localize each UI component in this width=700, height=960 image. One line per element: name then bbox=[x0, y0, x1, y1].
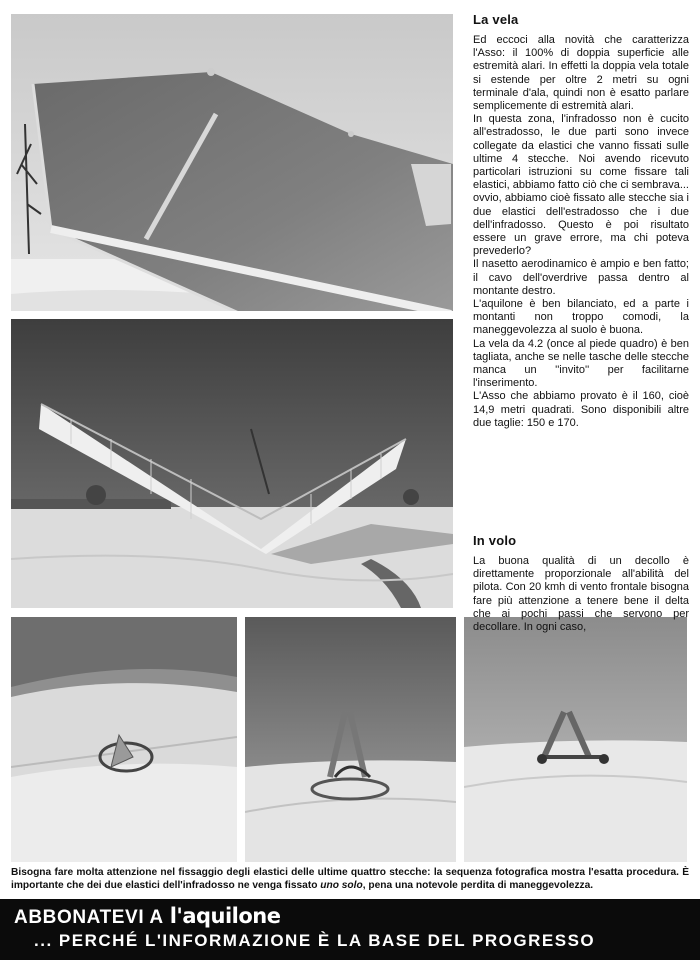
subscription-banner bbox=[0, 899, 700, 960]
vela-paragraph-3: Il nasetto aerodinamico è ampio e ben fatto; il cavo dell'overdrive passa dentro al montante destro. bbox=[473, 258, 689, 297]
photo-wing-tip bbox=[11, 14, 453, 311]
vela-paragraph-6: L'Asso che abbiamo provato è il 160, cioè 14,9 metri quadrati. Sono disponibili altre due taglie: 150 e 170. bbox=[473, 390, 689, 429]
banner-subscribe-text: ABBONATEVI A bbox=[14, 907, 164, 928]
heading-vela: La vela bbox=[473, 12, 519, 27]
volo-paragraph-1: La buona qualità di un decollo è direttamente proporzionale all'abilità del pilota. Con 20 kmh di vento frontale bisogna fare più attenzione a tenere bene il delta che ai pochi passi che servono per decollare. In ogni caso, bbox=[473, 555, 689, 634]
photo-glider-on-snow bbox=[11, 319, 453, 608]
section-volo bbox=[473, 533, 689, 634]
vela-paragraph-2: In questa zona, l'infradosso non è cucito all'estradosso, le due parti sono invece collegate da elastici che vanno fissati sulle ultime 4 stecche. Noi avendo ricevuto particolari istruzioni su come fissare tali elastici, abbiamo fatto ciò che ci sembrava... ovvio, abbiamo cioè fissato alle stecche sia i due elastici dell'estradosso che i due dell'infradosso. Questo è poi risultato essere un grave errore, ma chi poteva prevederlo? bbox=[473, 113, 689, 258]
banner-tagline: ... PERCHÉ L'INFORMAZIONE È LA BASE DEL PROGRESSO bbox=[34, 931, 596, 950]
photo-batten-step-2 bbox=[245, 617, 456, 862]
caption-part-2: , pena una notevole perdita di maneggevolezza. bbox=[362, 880, 594, 891]
vela-paragraph-5: La vela da 4.2 (once al piede quadro) è ben tagliata, anche se nelle tasche delle stecche manca un ''invito'' per facilitarne l'inserimento. bbox=[473, 337, 689, 390]
vela-paragraph-4: L'aquilone è ben bilanciato, ed a parte i montanti non troppo comodi, la maneggevolezza al suolo è buona. bbox=[473, 298, 689, 337]
section-vela bbox=[473, 12, 689, 430]
caption-emphasis: uno solo bbox=[320, 880, 363, 891]
banner-line-1 bbox=[14, 904, 281, 929]
heading-volo: In volo bbox=[473, 533, 517, 548]
vela-paragraph-1: Ed eccoci alla novità che caratterizza l'Asso: il 100% di doppia superficie alle estremità alari. In effetti la doppia vela totale si estende per oltre 2 metri su ogni terminale d'ala, quindi non è esatto parlare semplicemente di estremità alari. bbox=[473, 34, 689, 113]
banner-logo: l'aquilone bbox=[169, 904, 281, 928]
photo-batten-step-3 bbox=[464, 617, 687, 862]
photo-caption bbox=[11, 866, 689, 892]
photo-batten-step-1 bbox=[11, 617, 237, 862]
caption-part-1: Bisogna fare molta attenzione nel fissaggio degli elastici delle ultime quattro stecche: la sequenza fotografica mostra l'esatta procedura. È importante che dei due elastici dell'infradosso ne venga fissato bbox=[11, 867, 689, 891]
